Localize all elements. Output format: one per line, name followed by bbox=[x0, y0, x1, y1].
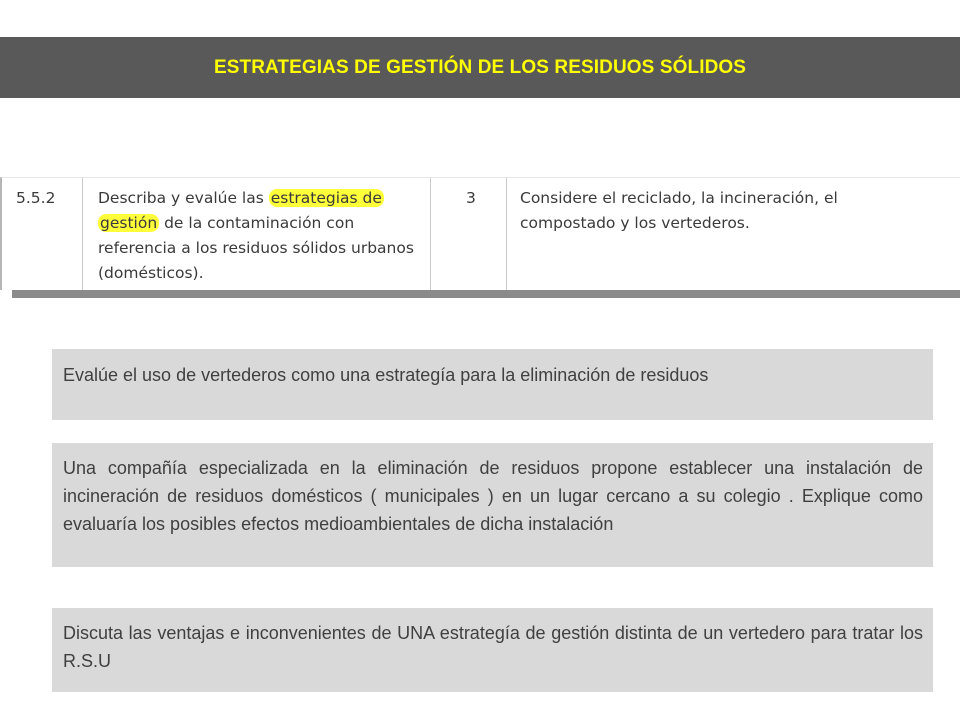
objective-level: 3 bbox=[466, 189, 476, 207]
title-bar bbox=[0, 37, 960, 98]
question-box-3: Discuta las ventajas e inconvenientes de UNA estrategía de gestión distinta de un vertedero para tratar los R.S.U bbox=[52, 608, 933, 692]
highlighted-text: estrategias de bbox=[270, 189, 382, 207]
column-divider bbox=[430, 178, 431, 290]
description-suffix: de la contaminación con referencia a los residuos sólidos urbanos (domésticos). bbox=[98, 214, 414, 282]
question-box-2: Una compañía especializada en la eliminación de residuos propone establecer una instalación de incineración de residuos domésticos ( municipales ) en un lugar cercano a su colegio . Explique como evaluaría los posibles efectos medioambientales de dicha instalación bbox=[52, 443, 933, 567]
syllabus-excerpt bbox=[0, 177, 960, 301]
syllabus-number: 5.5.2 bbox=[16, 189, 56, 207]
syllabus-description bbox=[98, 186, 428, 286]
highlighted-text: gestión bbox=[100, 214, 158, 232]
teacher-note: Considere el reciclado, la incineración, el compostado y los vertederos. bbox=[520, 189, 838, 232]
column-divider bbox=[506, 178, 507, 290]
question-box-1: Evalúe el uso de vertederos como una estrategía para la eliminación de residuos bbox=[52, 349, 933, 420]
description-prefix: Describa y evalúe las bbox=[98, 189, 269, 207]
slide-title: ESTRATEGIAS DE GESTIÓN DE LOS RESIDUOS SÓLIDOS bbox=[213, 56, 747, 78]
column-divider bbox=[82, 178, 83, 290]
syllabus-table-row bbox=[0, 177, 960, 290]
